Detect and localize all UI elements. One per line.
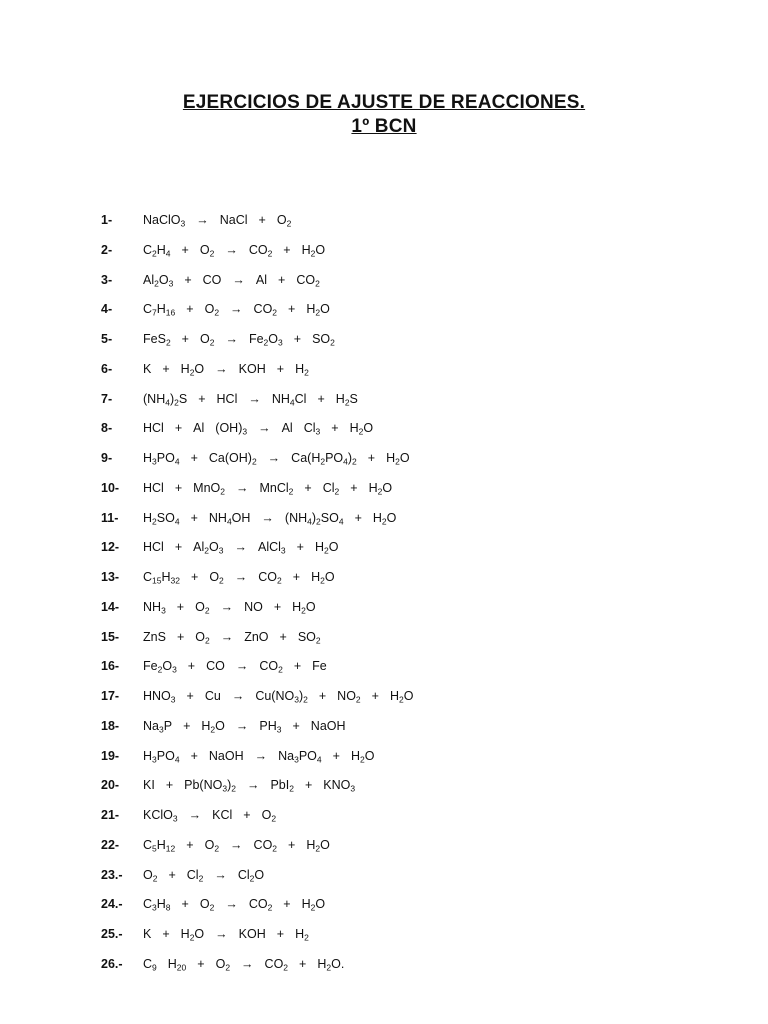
reaction-number: 22- — [101, 837, 120, 852]
reaction-equation: $K + H_2O$ → KOH + $H_2$ — [143, 927, 309, 943]
reaction-number: 1- — [101, 213, 113, 227]
reaction-equation: $Na_3P + H_2O \to PH_3$ + NaOH — [143, 718, 346, 735]
reaction-number: 3- — [101, 272, 113, 287]
reaction-equation: $Fe_2O_3$ + CO → $CO_2 + Fe$ — [143, 659, 327, 675]
reaction-equation: $H_2SO_4 + NH_4OH \to (NH_4)_2SO_4 + H_2O$ — [143, 510, 397, 527]
reaction-equation: $H_3PO_4 + Ca(OH)_2 \to Ca(H_2PO_4)_2 + H_2O$ — [143, 451, 410, 467]
reaction-equation: $O_2 + Cl_2 \to Cl_2O$ — [143, 867, 265, 884]
reaction-number: 23.- — [101, 867, 123, 882]
reaction-number: 25.- — [101, 927, 123, 941]
reaction-equation: HCl + $Al_2O_3$ → AlCl$_3$ + $H_2O$ — [143, 540, 339, 556]
reaction-equation: $C_9$ $H_{20} + O_2 \to CO_2 + H_2O$. — [143, 956, 345, 973]
reaction-equation: NaClO$_3$ → NaCl + $O_2$ — [143, 213, 292, 229]
reaction-number: 13- — [101, 570, 120, 584]
reaction-number: 15- — [101, 629, 120, 644]
reaction-equation: $H_3PO_4$ + NaOH → $Na_3PO_4 + H_2O$ — [143, 748, 375, 765]
reaction-number: 12- — [101, 540, 120, 555]
reaction-number: 5- — [101, 332, 113, 346]
reaction-number: 21- — [101, 808, 120, 822]
reaction-equation: HCl + Al $(OH)_3 \to Al$ $Cl_3 + H_2O$ — [143, 421, 374, 437]
reaction-equation: $Al_2O_3$ + CO → $Al + CO_2$ — [143, 272, 320, 289]
reaction-number: 16- — [101, 659, 120, 674]
reaction-number: 18- — [101, 718, 120, 733]
reaction-equation: $HNO_3 + Cu \to Cu(NO_3)_2 + NO_2 + H_2O$ — [143, 689, 414, 705]
reaction-equation: $FeS_2 + O_2 \to Fe_2O_3 + SO_2$ — [143, 332, 335, 348]
reaction-equation: KClO$_3$ → KCl + $O_2$ — [143, 808, 277, 824]
reaction-number: 10- — [101, 480, 120, 495]
page-title: EJERCICIOS DE AJUSTE DE REACCIONES. — [182, 92, 586, 113]
reaction-number: 4- — [101, 302, 113, 317]
reaction-equation: $(NH_4)_2S$ + HCl → $NH_4Cl + H_2S$ — [143, 391, 358, 408]
reaction-number: 8- — [101, 421, 113, 436]
reaction-equation: $C_3H_8 + O_2 \to CO_2 + H_2O$ — [143, 897, 326, 913]
reaction-equation: $NH_3 + O_2$ → NO + $H_2O$ — [143, 599, 316, 616]
reaction-number: 11- — [101, 510, 119, 525]
reaction-number: 19- — [101, 748, 120, 763]
reaction-number: 9- — [101, 451, 113, 465]
reaction-equation: $K + H_2O$ → KOH + $H_2$ — [143, 361, 309, 378]
page-subtitle: 1º BCN — [351, 116, 417, 137]
reaction-equation: KI + $Pb(NO_3)_2 \to PbI_2 + KNO_3$ — [143, 778, 356, 794]
reaction-number: 20- — [101, 778, 120, 793]
reaction-number: 24.- — [101, 897, 123, 912]
reaction-number: 26.- — [101, 956, 123, 971]
reaction-equation: HCl + MnO$_2$ → MnCl$_2$ + $Cl_2 + H_2O$ — [143, 480, 393, 497]
reaction-number: 7- — [101, 391, 113, 406]
reaction-number: 6- — [101, 361, 113, 376]
reaction-equation: ZnS + $O_2$ → ZnO + $SO_2$ — [143, 629, 321, 646]
reaction-number: 14- — [101, 599, 120, 614]
reaction-equation: $C_2H_4 + O_2 \to CO_2 + H_2O$ — [143, 242, 326, 259]
reaction-equation: $C_7H_{16} + O_2 \to CO_2 + H_2O$ — [143, 302, 330, 318]
reaction-equation: $C_{15}H_{32} + O_2 \to CO_2 + H_2O$ — [143, 570, 335, 586]
reaction-equation: $C_5H_{12} + O_2 \to CO_2 + H_2O$ — [143, 837, 330, 854]
reaction-number: 2- — [101, 242, 113, 257]
reaction-number: 17- — [101, 689, 120, 703]
